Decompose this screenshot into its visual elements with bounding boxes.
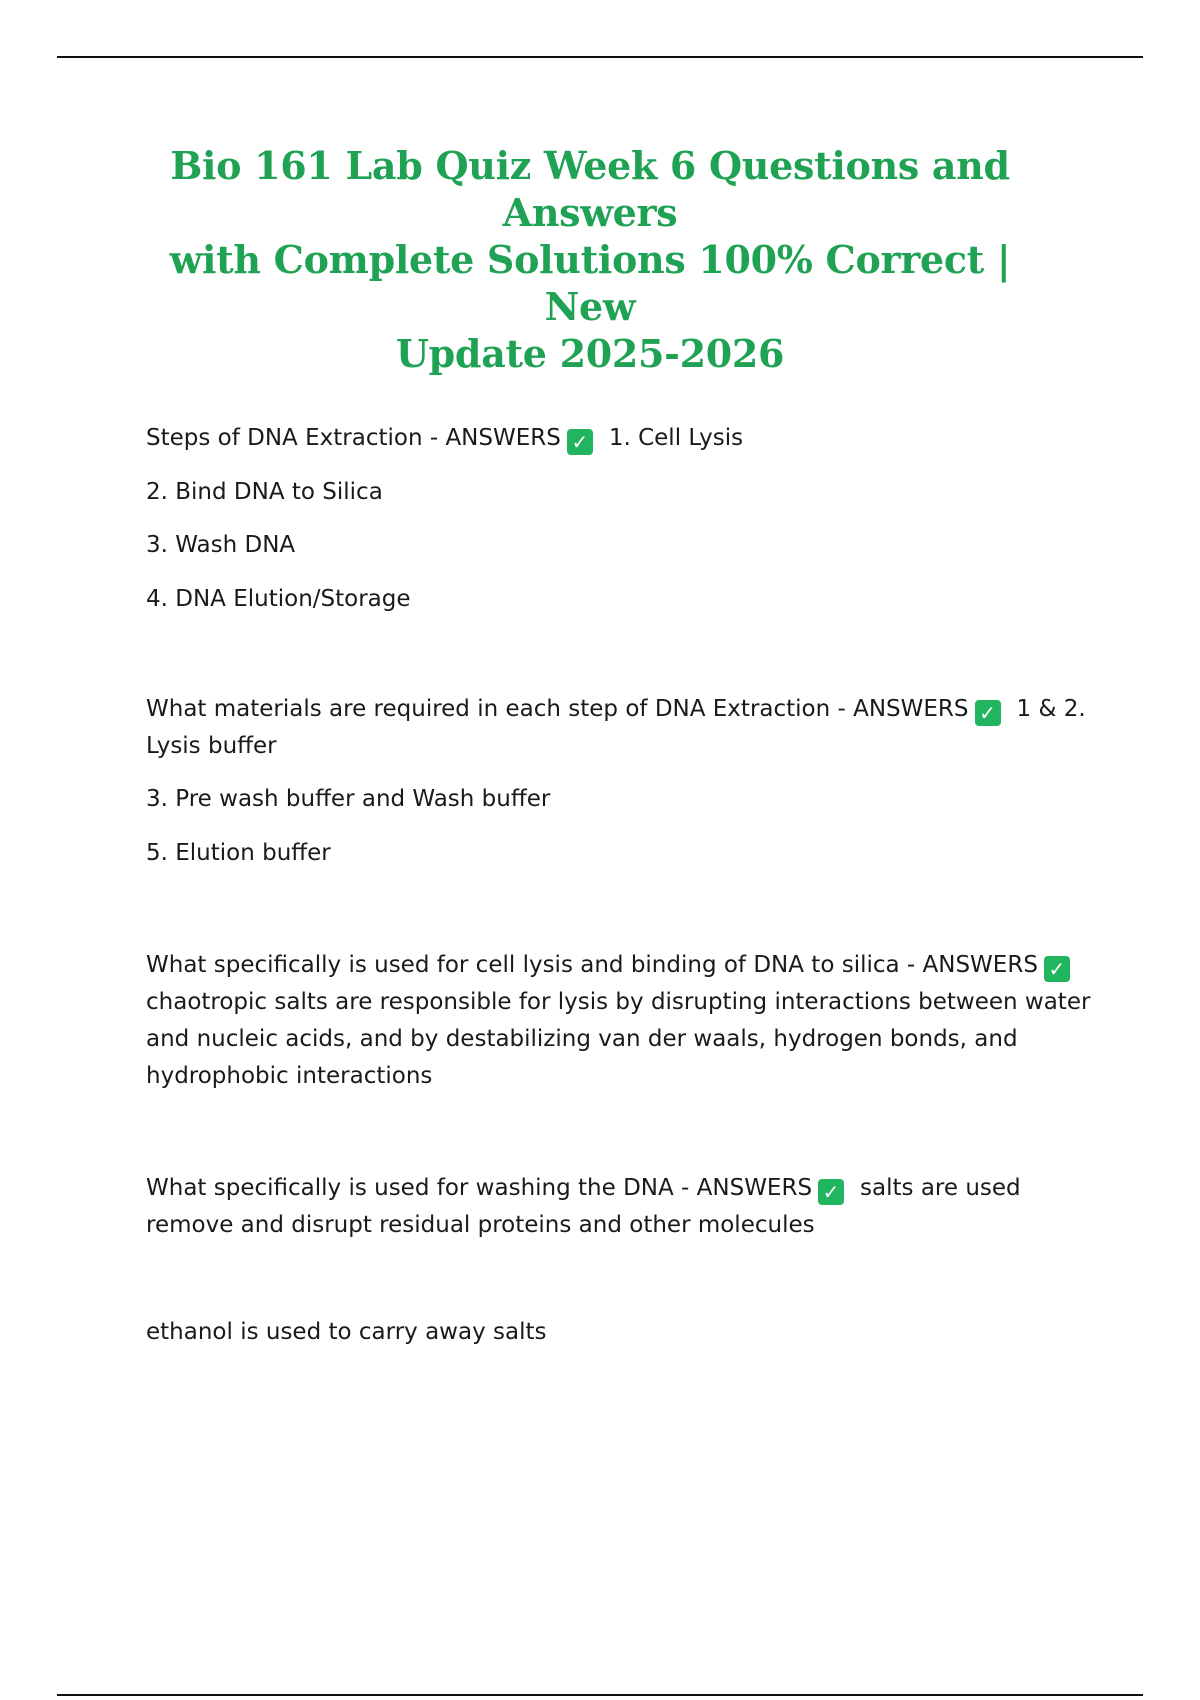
note-line: ethanol is used to carry away salts [146, 1319, 547, 1345]
q1-answer-line: 4. DNA Elution/Storage [146, 586, 411, 612]
checkmark-box-icon: ✓ [1044, 956, 1070, 982]
q3-answer-line: chaotropic salts are responsible for lysis by disrupting interactions between water [146, 989, 1091, 1015]
title-line-1: Bio 161 Lab Quiz Week 6 Questions and Answers [170, 143, 1010, 235]
checkmark-box-icon: ✓ [567, 429, 593, 455]
q4-question-line [146, 1170, 1021, 1207]
q4-answer-line: remove and disrupt residual proteins and other molecules [146, 1212, 815, 1238]
checkmark-box-icon: ✓ [818, 1179, 844, 1205]
checkmark-box-icon: ✓ [975, 700, 1001, 726]
q1-question: Steps of DNA Extraction - ANSWERS [146, 425, 561, 451]
bottom-rule [57, 1694, 1143, 1696]
q2-answer-line: 5. Elution buffer [146, 840, 331, 866]
q4-answer-first: salts are used [860, 1175, 1021, 1201]
q2-answer-first: 1 & 2. [1016, 696, 1086, 722]
document-title [120, 142, 1060, 377]
title-line-2: with Complete Solutions 100% Correct | New [169, 237, 1011, 329]
q2-question: What materials are required in each step of DNA Extraction - ANSWERS [146, 696, 969, 722]
q1-answer-line: 2. Bind DNA to Silica [146, 479, 383, 505]
q3-question-line [146, 947, 1076, 984]
q3-question: What specifically is used for cell lysis and binding of DNA to silica - ANSWERS [146, 952, 1038, 978]
title-line-3: Update 2025-2026 [395, 331, 785, 376]
q1-answer-first: 1. Cell Lysis [608, 425, 744, 451]
q2-question-line [146, 691, 1086, 728]
q3-answer-line: hydrophobic interactions [146, 1063, 433, 1089]
q1-question-line [146, 420, 743, 457]
q1-answer-line: 3. Wash DNA [146, 532, 296, 558]
q3-answer-line: and nucleic acids, and by destabilizing van der waals, hydrogen bonds, and [146, 1026, 1018, 1052]
q2-answer-line: 3. Pre wash buffer and Wash buffer [146, 786, 551, 812]
q4-question: What specifically is used for washing the DNA - ANSWERS [146, 1175, 813, 1201]
q2-answer-line: Lysis buffer [146, 733, 277, 759]
top-rule [57, 56, 1143, 58]
